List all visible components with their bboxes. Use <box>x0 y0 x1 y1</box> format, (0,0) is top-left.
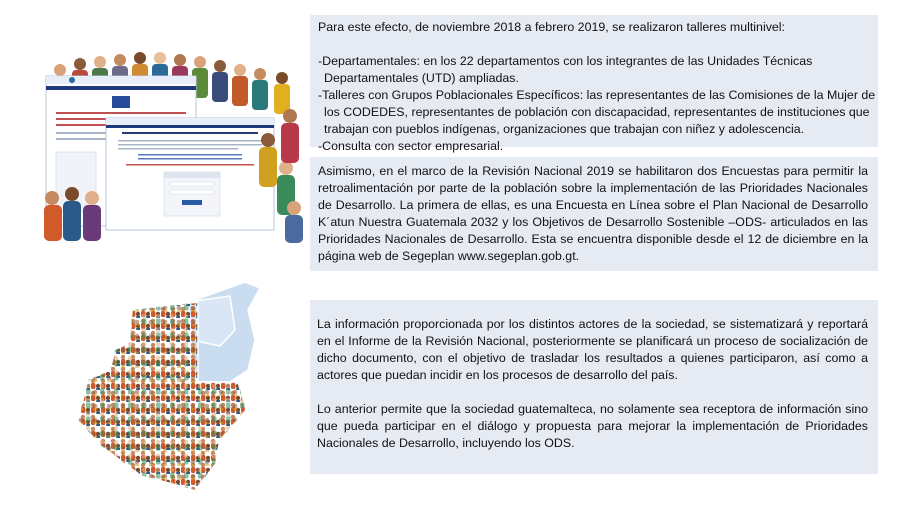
surveys-paragraph: Asimismo, en el marco de la Revisión Nacional 2019 se habilitaron dos Encuestas para permitir la retroalimentación por parte de la población sobre la implementación de las Prioridades Nacionales de Desarrollo. La primera de ellas, es una Encuesta en Línea sobre el Plan Nacional de Desarrollo K´atun Nuestra Guatemala 2032 y los Objetivos de Desarrollo Sostenible –ODS- articulados en las Prioridades Nacionales de Desarrollo. Esta se encuentra disponible desde el 12 de diciembre en la página web de Segeplan www.segeplan.gob.gt. <box>318 164 868 263</box>
departmental-workshops-item: -Departamentales: en los 22 departamentos con los integrantes de las Unidades Técnicas <box>318 54 813 68</box>
website-screenshot-front <box>106 118 274 230</box>
national-review-text-box <box>310 300 878 474</box>
surveys-text-box <box>310 157 878 271</box>
participation-paragraph: Lo anterior permite que la sociedad guatemalteca, no solamente sea receptora de información sino que pueda participar en el diálogo y propuesta para mejorar la implementación de Prioridades Nacionales de Desarrollo, incluyendo los ODS. <box>317 402 868 450</box>
workshops-text-box <box>310 15 878 153</box>
consultation-website-collage <box>42 48 304 244</box>
departmental-workshops-cont: Departamentales (UTD) ampliadas. <box>324 71 519 85</box>
population-groups-cont-2: trabajan con pueblos indígenas, organizaciones que trabajan con niñez y adolescencia. <box>324 122 805 136</box>
systematization-paragraph: La información proporcionada por los distintos actores de la sociedad, se sistematizará y reportará en el Informe de la Revisión Nacional, posteriormente se planificará un proceso de socialización de dicho documento, con el objetivo de trasladar los resultados a quienes participaron, así como a actores que puedan incidir en los procesos de desarrollo del país. <box>317 317 868 382</box>
business-sector-item: -Consulta con sector empresarial. <box>318 139 504 153</box>
population-groups-item: -Talleres con Grupos Poblacionales Específicos: las representantes de las Comisiones de la Mujer de <box>318 88 876 102</box>
guatemala-people-map <box>70 270 285 500</box>
spacer <box>318 36 868 53</box>
population-groups-cont-1: los CODEDES, representantes de población con discapacidad, representantes de instituciones que <box>324 105 870 119</box>
workshops-intro: Para este efecto, de noviembre 2018 a febrero 2019, se realizaron talleres multinivel: <box>318 20 785 34</box>
